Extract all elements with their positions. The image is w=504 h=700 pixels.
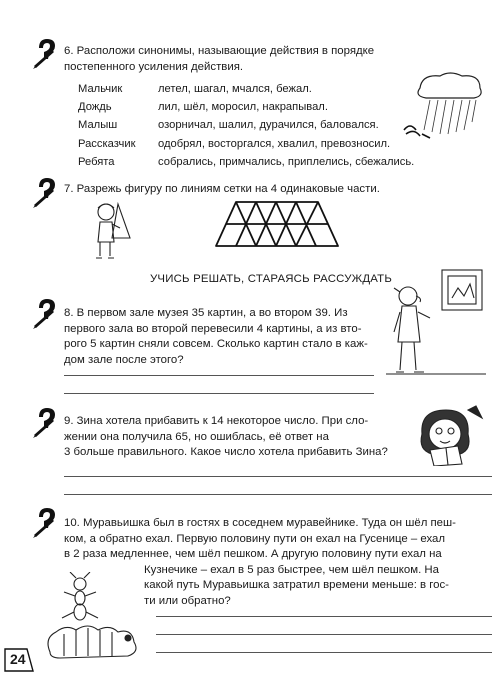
list-item: Дождь лил, шёл, моросил, накрапывал.: [78, 101, 328, 114]
rain-illustration: [400, 70, 488, 140]
answer-line[interactable]: [64, 393, 374, 394]
girl-with-book-illustration: [410, 404, 492, 466]
task-10-text: 10. Муравьишка был в гостях в соседнем муравейнике. Туда он шёл пеш- ком, а обратно ехал. Первую половину пути он ехал на Гусенице – ехал в 2 раза медленнее, чем шёл пешком. А другую половину пути ехал на Кузнечике – ехал в 5 раз быстрее, чем шёл пешком. На какой путь Муравьишка затратил времени меньше: в гос- ти или обратно?: [64, 517, 456, 607]
answer-line[interactable]: [64, 375, 374, 376]
answer-line[interactable]: [156, 616, 492, 617]
task-7-text: 7. Разрежь фигуру по линиям сетки на 4 одинаковые части.: [64, 183, 380, 195]
page-number: 24: [10, 651, 26, 667]
answer-line[interactable]: [64, 494, 492, 495]
answer-line[interactable]: [64, 476, 492, 477]
task-6-text: 6. Расположи синонимы, называющие действия в порядке постепенного усиления действия.: [64, 45, 375, 73]
question-mark-icon: [30, 505, 60, 539]
list-item: Мальчик летел, шагал, мчался, бежал.: [78, 83, 312, 95]
answer-line[interactable]: [156, 652, 492, 653]
list-item: Малыш озорничал, шалил, дурачился, баловался.: [78, 119, 379, 132]
synonyms-table: [78, 80, 414, 171]
child-with-triangle-illustration: [90, 198, 134, 264]
ant-on-caterpillar-illustration: [40, 572, 146, 668]
list-item: Рассказчик одобрял, восторгался, хвалил, превозносил.: [78, 137, 391, 150]
task-9-text: 9. Зина хотела прибавить к 14 некоторое число. При сло- жении она получила 65, но ошиблась, её ответ на 3 больше правильного. Какое число хотела прибавить Зина?: [64, 415, 388, 458]
triangle-grid-figure: [214, 200, 340, 248]
question-mark-icon: [30, 296, 60, 330]
section-title: УЧИСЬ РЕШАТЬ, СТАРАЯСЬ РАССУЖДАТЬ: [150, 273, 392, 285]
list-item: Ребята собрались, примчались, приплелись, сбежались.: [78, 155, 415, 168]
page-number-badge: [3, 647, 35, 673]
museum-visitor-illustration: [386, 262, 490, 380]
question-mark-icon: [30, 405, 60, 439]
answer-line[interactable]: [156, 634, 492, 635]
task-8-text: 8. В первом зале музея 35 картин, а во втором 39. Из первого зала во второй перевесили 4 картины, а из вто- рого 5 картин сняли совсем. Сколько картин стало в каж- дом зале после этого?: [64, 307, 368, 366]
question-mark-icon: [30, 175, 60, 209]
question-mark-icon: [30, 36, 60, 70]
